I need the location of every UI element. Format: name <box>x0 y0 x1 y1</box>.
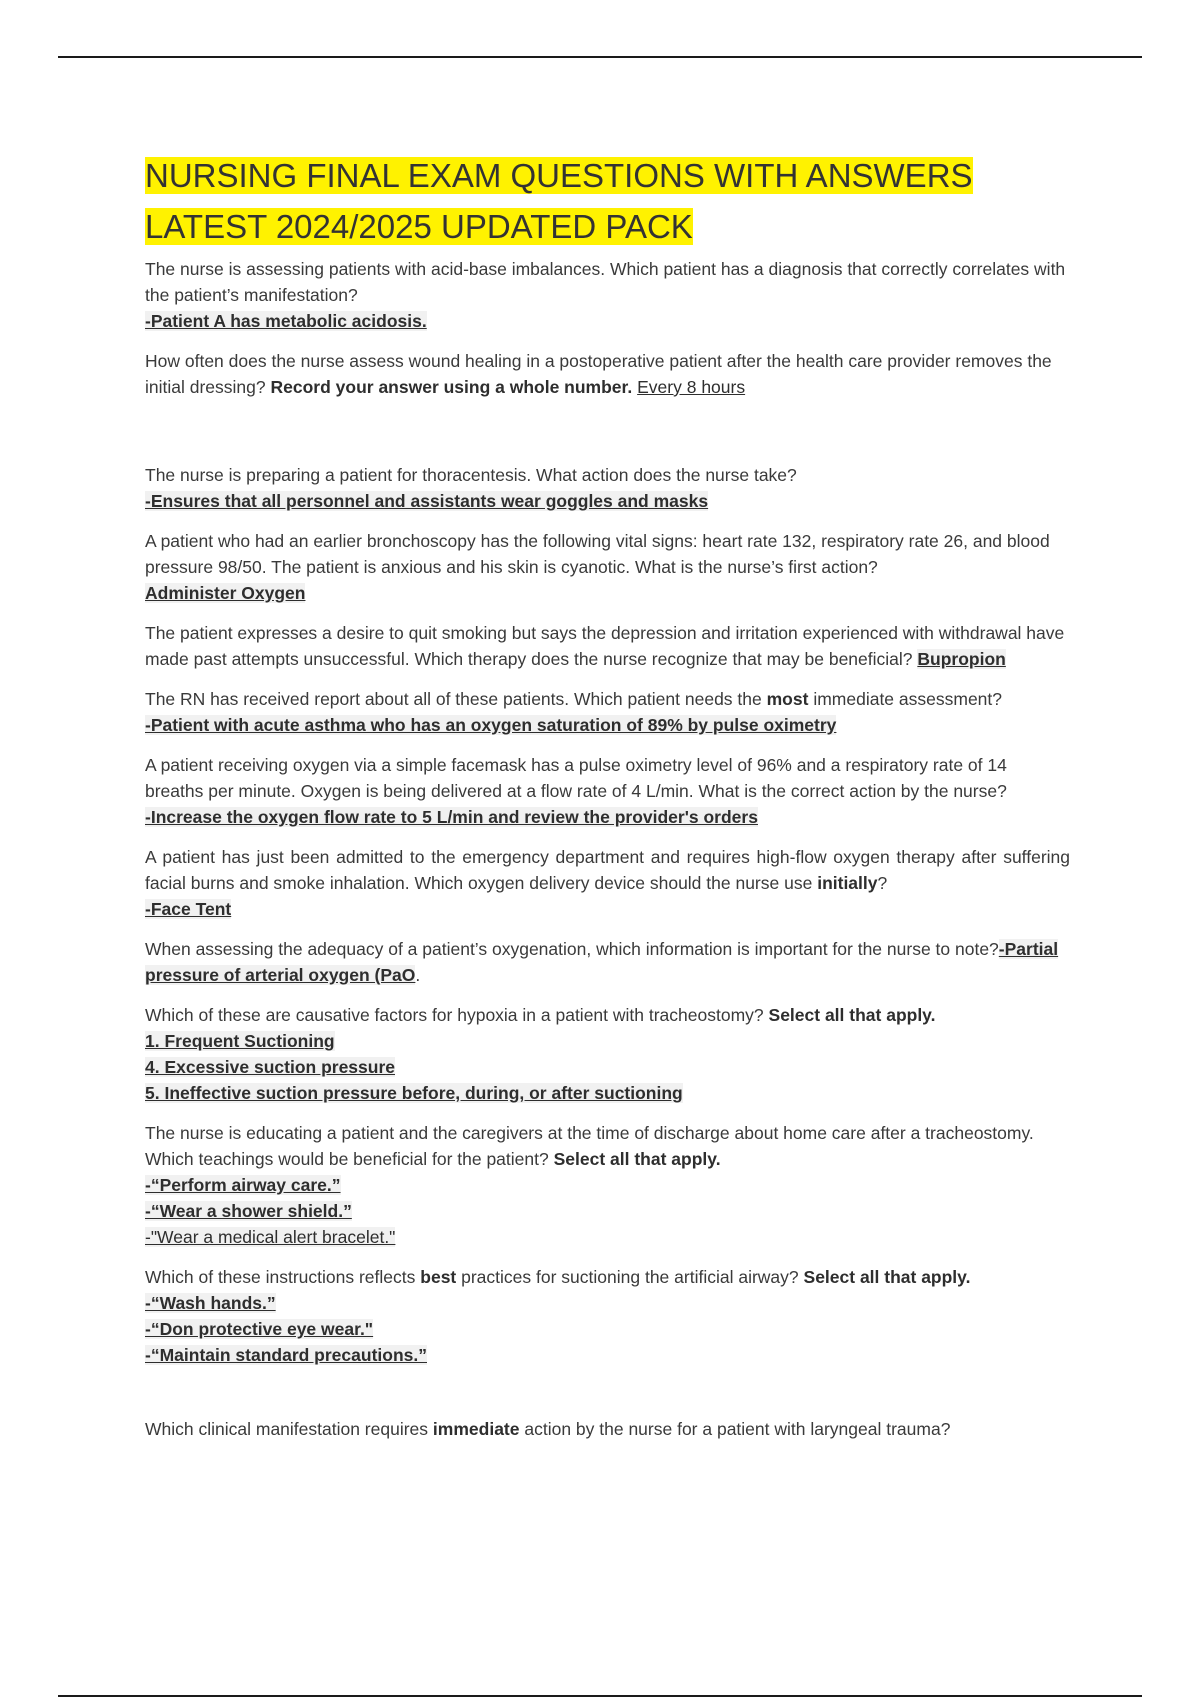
question-instruction: Select all that apply. <box>768 1005 936 1025</box>
question-instruction: Select all that apply. <box>553 1149 721 1169</box>
question-13 <box>145 1416 1070 1442</box>
question-text: A patient receiving oxygen via a simple facemask has a pulse oximetry level of 96% and a respiratory rate of 14 breaths per minute. Oxygen is being delivered at a flow rate of 4 L/min. What is the correct action by the nurse? <box>145 755 1007 801</box>
bottom-rule <box>58 1695 1142 1697</box>
question-text: Which of these instructions reflects <box>145 1267 416 1287</box>
answer-tail: . <box>415 965 421 985</box>
question-8 <box>145 844 1070 922</box>
answer: -Increase the oxygen flow rate to 5 L/min and review the provider's orders <box>145 807 758 827</box>
answer-2: -“Don protective eye wear." <box>145 1319 374 1339</box>
question-4 <box>145 528 1070 606</box>
question-text-cont: action by the nurse for a patient with laryngeal trauma? <box>524 1419 951 1439</box>
answer: -Patient with acute asthma who has an oxygen saturation of 89% by pulse oximetry <box>145 715 837 735</box>
title-line-1: NURSING FINAL EXAM QUESTIONS WITH ANSWERS <box>145 157 973 194</box>
answer-1: -“Wash hands.” <box>145 1293 276 1313</box>
question-text: The nurse is educating a patient and the caregivers at the time of discharge about home care after a tracheostomy. Which teachings would be beneficial for the patient? <box>145 1123 1034 1169</box>
question-5 <box>145 620 1070 672</box>
answer: Administer Oxygen <box>145 583 306 603</box>
question-text: The nurse is assessing patients with acid-base imbalances. Which patient has a diagnosis that correctly correlates with the patient’s manifestation? <box>145 259 1066 305</box>
answer-3: -“Maintain standard precautions.” <box>145 1345 427 1365</box>
question-text: Which of these are causative factors for hypoxia in a patient with tracheostomy? <box>145 1005 764 1025</box>
question-text: When assessing the adequacy of a patient’s oxygenation, which information is important for the nurse to note? <box>145 939 999 959</box>
answer: -Face Tent <box>145 899 232 919</box>
question-text: A patient has just been admitted to the emergency department and requires high-flow oxygen therapy after suffering facial burns and smoke inhalation. Which oxygen delivery device should the nurse use <box>145 847 1070 893</box>
answer-1: -“Perform airway care.” <box>145 1175 341 1195</box>
question-2 <box>145 348 1070 400</box>
question-3 <box>145 462 1070 514</box>
question-tail: ? <box>877 873 888 893</box>
page-title <box>145 150 1070 252</box>
question-text: A patient who had an earlier bronchoscopy has the following vital signs: heart rate 132, respiratory rate 26, and blood pressure 98/50. The patient is anxious and his skin is cyanotic. What is the nurse’s first action? <box>145 531 1050 577</box>
question-text: Which clinical manifestation requires <box>145 1419 429 1439</box>
question-text-cont: practices for suctioning the artificial airway? <box>461 1267 799 1287</box>
top-rule <box>58 56 1142 58</box>
answer: -Patient A has metabolic acidosis. <box>145 311 427 331</box>
question-12 <box>145 1264 1070 1368</box>
answer-2: 4. Excessive suction pressure <box>145 1057 395 1077</box>
answer-1: 1. Frequent Suctioning <box>145 1031 335 1051</box>
question-1 <box>145 256 1070 334</box>
question-6 <box>145 686 1070 738</box>
answer: Bupropion <box>917 649 1006 669</box>
answer-3: -"Wear a medical alert bracelet." <box>145 1227 396 1247</box>
answer: Every 8 hours <box>637 377 746 397</box>
question-9 <box>145 936 1070 988</box>
question-emphasis: immediate <box>432 1419 520 1439</box>
question-text: The nurse is preparing a patient for thoracentesis. What action does the nurse take? <box>145 465 797 485</box>
question-instruction: Select all that apply. <box>803 1267 971 1287</box>
question-text-cont: immediate assessment? <box>813 689 1003 709</box>
answer: -Partial pressure of arterial oxygen (PaO <box>145 939 1059 985</box>
question-instruction: Record your answer using a whole number. <box>270 377 633 397</box>
question-emphasis: best <box>420 1267 457 1287</box>
title-line-2: LATEST 2024/2025 UPDATED PACK <box>145 208 693 245</box>
question-text: The patient expresses a desire to quit smoking but says the depression and irritation experienced with withdrawal have made past attempts unsuccessful. Which therapy does the nurse recognize that may be beneficial? <box>145 623 1065 669</box>
question-7 <box>145 752 1070 830</box>
question-emphasis: most <box>766 689 809 709</box>
question-11 <box>145 1120 1070 1250</box>
answer-3: 5. Ineffective suction pressure before, during, or after suctioning <box>145 1083 683 1103</box>
question-text: The RN has received report about all of these patients. Which patient needs the <box>145 689 762 709</box>
answer: -Ensures that all personnel and assistants wear goggles and masks <box>145 491 709 511</box>
question-emphasis: initially <box>817 873 878 893</box>
document-body <box>145 150 1070 1456</box>
question-text: How often does the nurse assess wound healing in a postoperative patient after the health care provider removes the initial dressing? <box>145 351 1052 397</box>
answer-2: -“Wear a shower shield.” <box>145 1201 352 1221</box>
question-10 <box>145 1002 1070 1106</box>
